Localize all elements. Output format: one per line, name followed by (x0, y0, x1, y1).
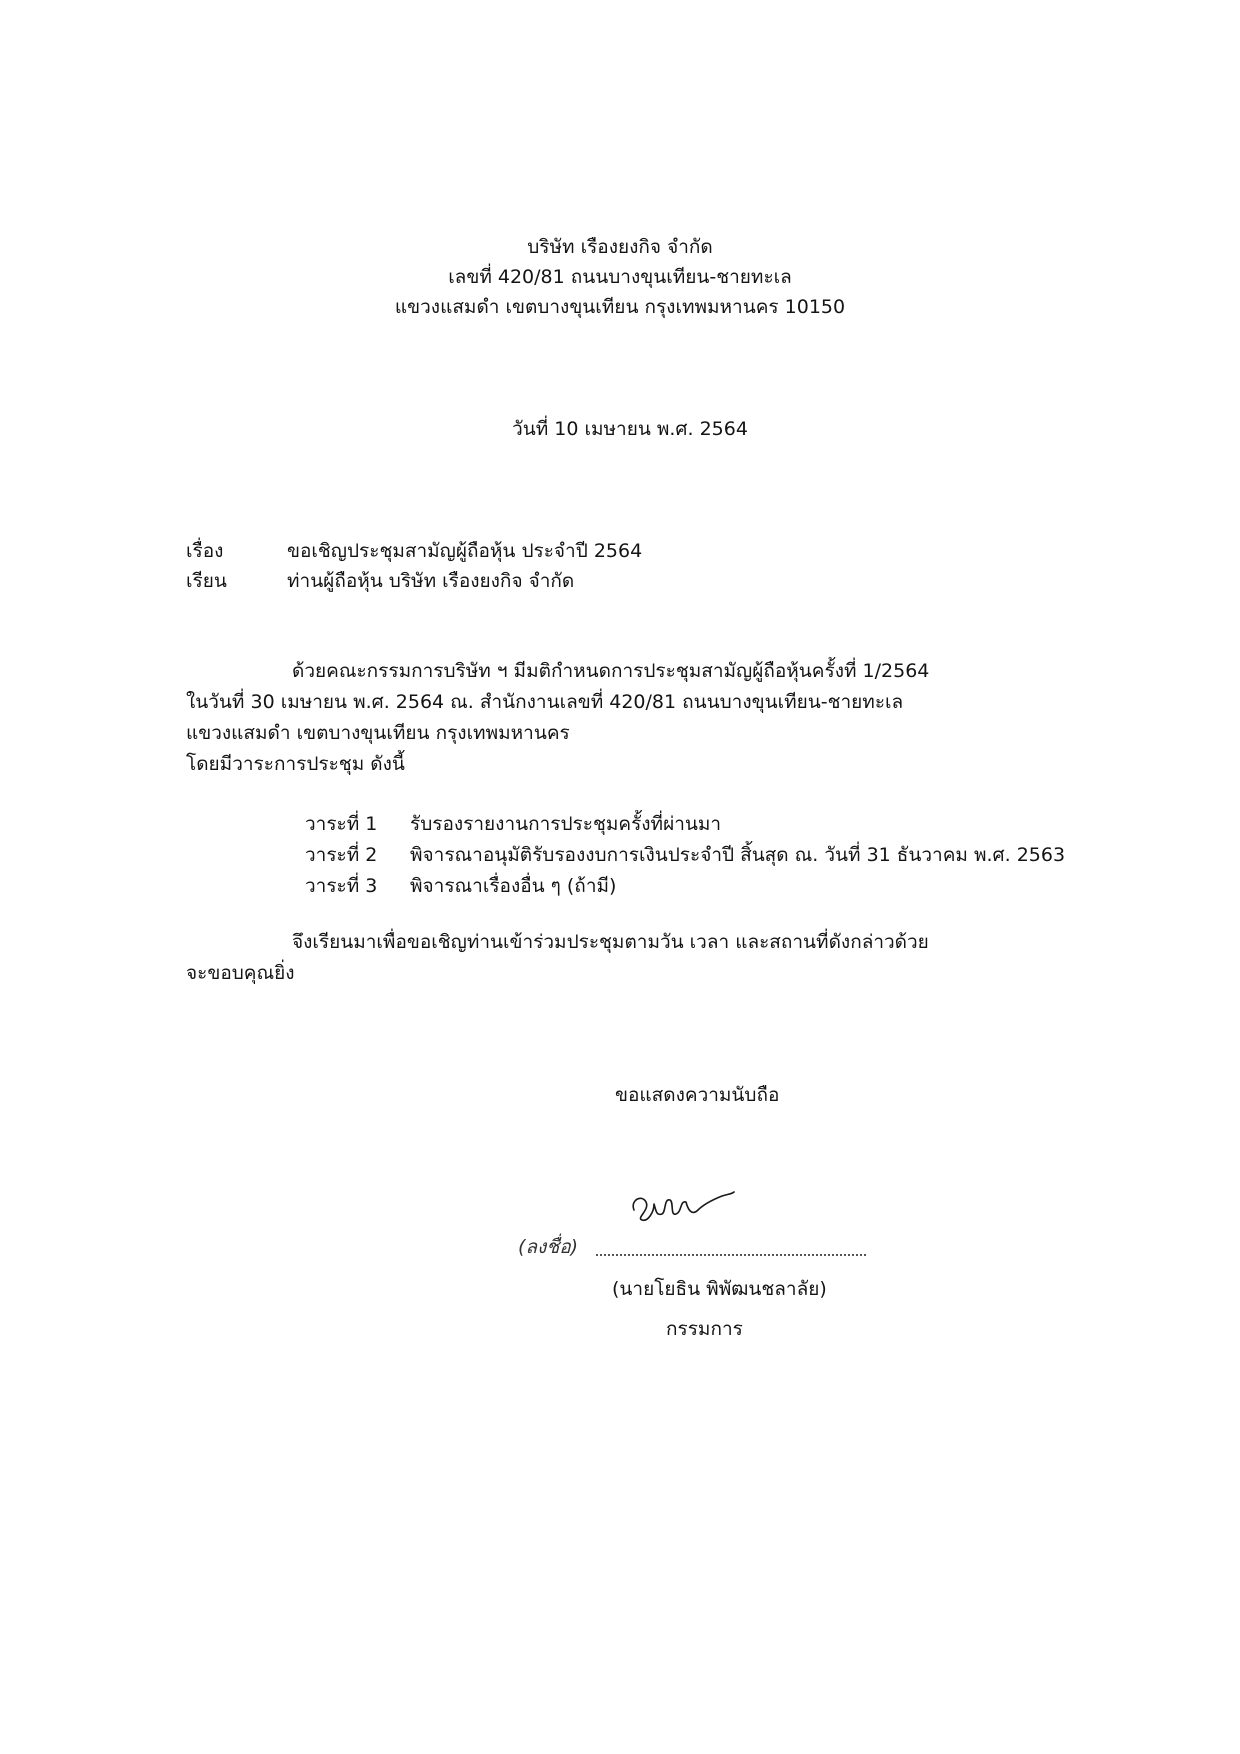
closing-line-1: จึงเรียนมาเพื่อขอเชิญท่านเข้าร่วมประชุมตามวัน เวลา และสถานที่ดังกล่าวด้วย (292, 931, 929, 953)
signature-image (628, 1180, 738, 1228)
agenda-1-label: วาระที่ 1 (305, 813, 378, 835)
agenda-3-text: พิจารณาเรื่องอื่น ๆ (ถ้ามี) (410, 875, 617, 897)
recipient-text: ท่านผู้ถือหุ้น บริษัท เรืองยงกิจ จำกัด (287, 570, 575, 592)
company-name: บริษัท เรืองยงกิจ จำกัด (527, 236, 713, 258)
sign-prefix: (ลงชื่อ) (518, 1236, 579, 1258)
subject-label: เรื่อง (186, 540, 224, 562)
agenda-2-label: วาระที่ 2 (305, 844, 378, 866)
signature-dotted-line (596, 1254, 866, 1256)
agenda-1-text: รับรองรายงานการประชุมครั้งที่ผ่านมา (410, 813, 722, 835)
body-line-1: ด้วยคณะกรรมการบริษัท ฯ มีมติกำหนดการประชุมสามัญผู้ถือหุ้นครั้งที่ 1/2564 (292, 660, 930, 682)
letter-date: วันที่ 10 เมษายน พ.ศ. 2564 (512, 418, 748, 440)
body-line-4: โดยมีวาระการประชุม ดังนี้ (186, 753, 405, 775)
signer-position: กรรมการ (666, 1318, 743, 1340)
agenda-2-text: พิจารณาอนุมัติรับรองงบการเงินประจำปี สิ้นสุด ณ. วันที่ 31 ธันวาคม พ.ศ. 2563 (410, 844, 1066, 866)
recipient-label: เรียน (186, 570, 227, 592)
closing-line-2: จะขอบคุณยิ่ง (186, 962, 295, 984)
agenda-3-label: วาระที่ 3 (305, 875, 378, 897)
company-address-line1: เลขที่ 420/81 ถนนบางขุนเทียน-ชายทะเล (448, 266, 792, 288)
company-address-line2: แขวงแสมดำ เขตบางขุนเทียน กรุงเทพมหานคร 10150 (394, 296, 846, 318)
regards-text: ขอแสดงความนับถือ (615, 1084, 780, 1106)
signer-name: (นายโยธิน พิพัฒนชลาลัย) (612, 1278, 827, 1300)
body-line-2: ในวันที่ 30 เมษายน พ.ศ. 2564 ณ. สำนักงานเลขที่ 420/81 ถนนบางขุนเทียน-ชายทะเล (186, 691, 904, 713)
subject-text: ขอเชิญประชุมสามัญผู้ถือหุ้น ประจำปี 2564 (287, 540, 643, 562)
body-line-3: แขวงแสมดำ เขตบางขุนเทียน กรุงเทพมหานคร (186, 722, 570, 744)
